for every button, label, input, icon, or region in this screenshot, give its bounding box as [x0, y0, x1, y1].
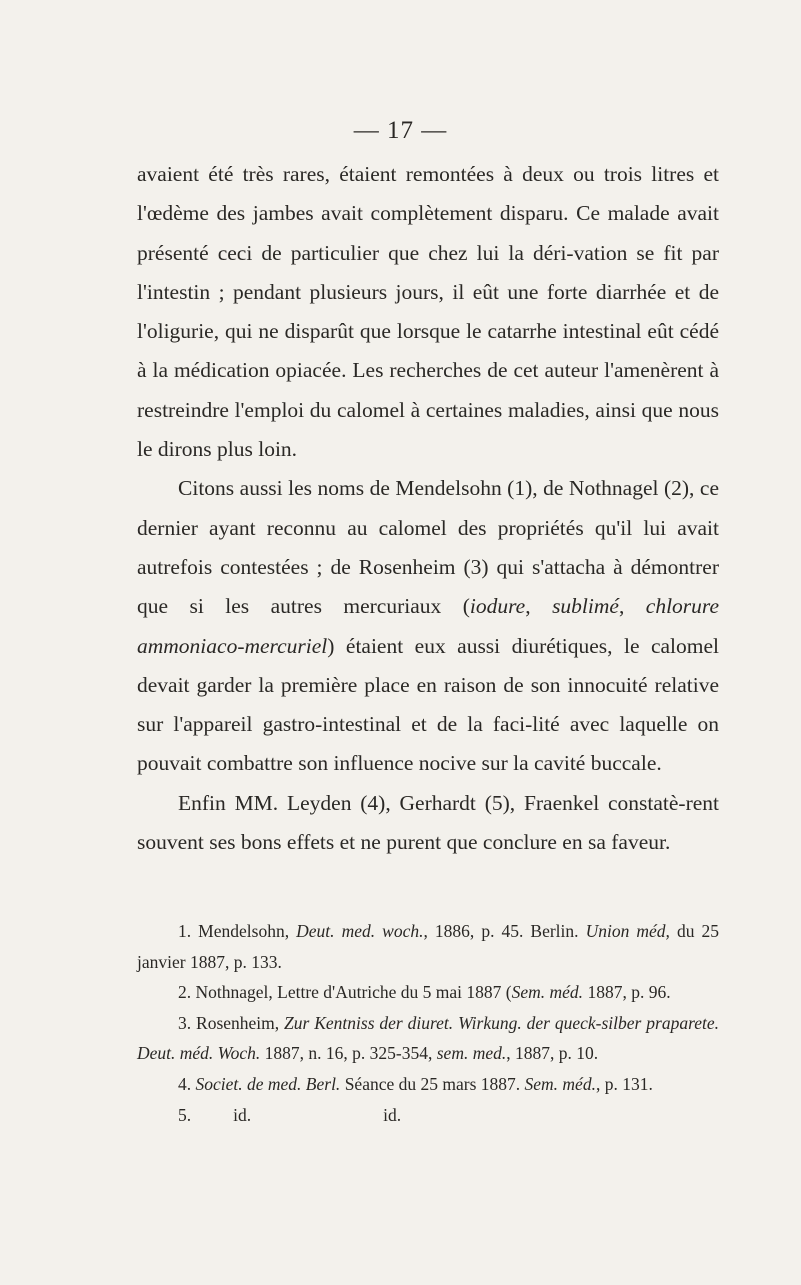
- footnote-1-italic-a: Deut. med. woch.: [296, 921, 424, 941]
- paragraph-1: avaient été très rares, étaient remontées à deux ou trois litres et l'œdème des jambes avait complètement disparu. Ce malade avait présenté ceci de particulier que chez lui la déri-vation se fit par l'intestin ; pendant plusieurs jours, il eût une forte diarrhée et de l'oligurie, qui ne disparût que lorsque le catarrhe intestinal eût cédé à la médication opiacée. Les recherches de cet auteur l'amenèrent à restreindre l'emploi du calomel à certaines maladies, ainsi que nous le dirons plus loin.: [137, 162, 719, 462]
- footnote-2-tail: 1887, p. 96.: [583, 982, 671, 1003]
- paragraph-2-italic-sublime: sublimé: [552, 594, 619, 619]
- paragraph-2-italic-iodure: iodure: [469, 594, 526, 619]
- footnote-1: [137, 916, 719, 977]
- footnote-1-lead: 1. Mendelsohn,: [178, 921, 297, 941]
- paragraph-2-text-a: Citons aussi les noms de Mendelsohn (1), de Nothnagel (2), ce dernier ayant reconnu au calomel des propriétés qu'il lui avait autrefois contestées ; de Rosenheim (3) qui s'attacha à démontrer que si les autres mercuriaux (: [137, 476, 719, 619]
- paragraph-2-italic-chlorure: chlorure ammoniaco-mercuriel: [137, 594, 720, 658]
- footnote-1-tail: du 25 janvier 1887, p. 133.: [137, 921, 719, 972]
- footnote-1-italic-b: Union méd,: [585, 921, 670, 941]
- footnote-3-italic-a: Zur Kentniss der diuret. Wirkung. der queck-silber praparete. Deut. méd. Woch.: [137, 1012, 720, 1064]
- paragraph-2: [137, 469, 719, 783]
- footnote-3-italic-b: sem. med.: [436, 1043, 507, 1064]
- paragraph-2-text-b: ) étaient eux aussi diurétiques, le calomel devait garder la première place en raison de son innocuité relative sur l'appareil gastro-intestinal et de la faci-lité avec laquelle on pouvait combattre son influence nocive sur la cavité buccale.: [137, 633, 719, 776]
- footnote-2-italic-a: Sem. méd.: [511, 982, 584, 1003]
- footnote-4-italic-b: Sem. méd.: [524, 1073, 596, 1094]
- page-number: — 17 —: [353, 117, 448, 144]
- footnote-3-tail: , 1887, p. 10.: [506, 1043, 599, 1064]
- main-text: [137, 155, 719, 862]
- footnote-5: [137, 1100, 719, 1131]
- footnote-3-mid: 1887, n. 16, p. 325-354,: [260, 1043, 437, 1064]
- paragraph-2-sep-2: ,: [618, 594, 646, 619]
- footnote-5-number: 5.: [178, 1104, 192, 1125]
- footnote-5-id-a: id.: [233, 1104, 252, 1125]
- footnote-1-mid: , 1886, p. 45. Berlin.: [423, 921, 586, 941]
- footnote-4-lead: 4.: [178, 1073, 196, 1094]
- footnotes: [137, 916, 719, 1130]
- footnote-2: [137, 977, 719, 1008]
- footnote-4: [137, 1069, 719, 1100]
- footnote-3-lead: 3. Rosenheim,: [178, 1012, 285, 1033]
- footnote-4-italic-a: Societ. de med. Berl.: [195, 1073, 341, 1094]
- footnote-4-tail: , p. 131.: [595, 1073, 653, 1094]
- footnote-4-mid: Séance du 25 mars 1887.: [340, 1073, 525, 1094]
- paragraph-2-sep-1: ,: [525, 594, 553, 619]
- paragraph-3: Enfin MM. Leyden (4), Gerhardt (5), Fraenkel constatè-rent souvent ses bons effets et ne purent que conclure en sa faveur.: [137, 790, 719, 855]
- footnote-5-id-b: id.: [383, 1104, 402, 1125]
- footnote-2-lead: 2. Nothnagel, Lettre d'Autriche du 5 mai 1887 (: [178, 982, 512, 1003]
- footnote-3: [137, 1008, 719, 1069]
